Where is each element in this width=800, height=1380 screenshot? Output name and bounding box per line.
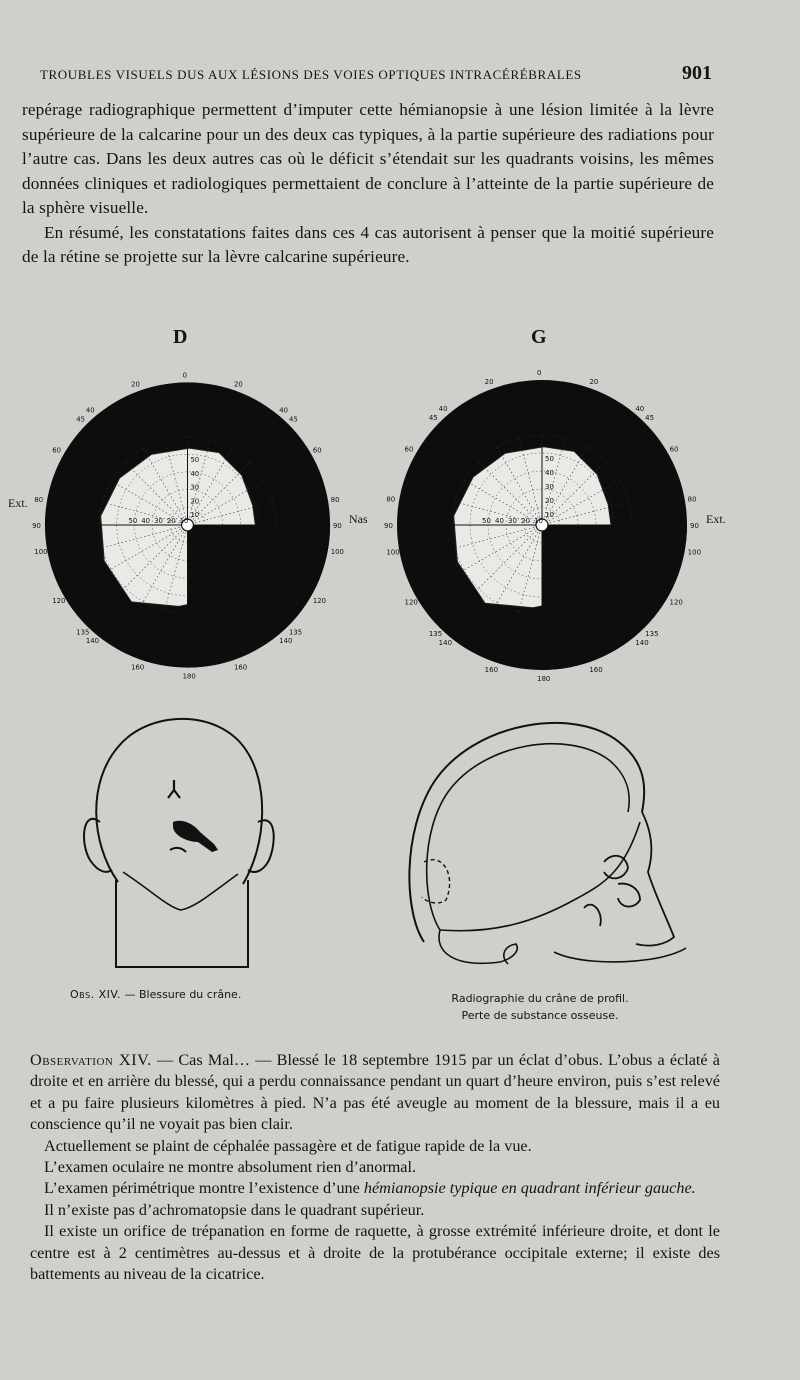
observation-section xyxy=(30,1050,720,1285)
field-g-inner-tick: 40 xyxy=(495,517,504,525)
field-d-degree-label: 100 xyxy=(34,548,48,557)
left-chart-ext-label: Ext. xyxy=(8,496,28,510)
observation-paragraph-4-start: L’examen périmétrique montre l’existence d’une xyxy=(44,1179,360,1198)
field-d-degree-label: 45 xyxy=(288,415,298,424)
field-g-degree-label: 100 xyxy=(687,548,702,557)
field-d-degree-label: 60 xyxy=(52,446,62,455)
field-d-degree-label: 160 xyxy=(234,663,248,672)
field-g-degree-label: 160 xyxy=(484,665,499,674)
field-g-scotoma-quadrant xyxy=(542,525,687,670)
left-eye-label: G xyxy=(531,326,547,348)
field-g-inner-tick: 50 xyxy=(545,455,554,463)
field-d-degree-label: 90 xyxy=(333,521,342,530)
observation-paragraph-4-italic: hémianopsie typique en quadrant inférieur gauche. xyxy=(363,1179,696,1198)
observation-paragraph-3: L’examen oculaire ne montre absolument rien d’anormal. xyxy=(44,1158,417,1177)
skull-profile-radiograph xyxy=(404,712,694,974)
caption-right xyxy=(420,990,660,1024)
observation-paragraph-4 xyxy=(30,1178,720,1199)
field-g-degree-label: 120 xyxy=(669,598,683,607)
field-g-degree-label: 180 xyxy=(537,675,551,683)
skull-inner xyxy=(427,744,630,930)
running-head: TROUBLES VISUELS DUS AUX LÉSIONS DES VOIES OPTIQUES INTRACÉRÉBRALES xyxy=(40,67,582,82)
field-g-inner-tick: 20 xyxy=(521,517,530,525)
field-d-inner-tick: 10 xyxy=(179,517,189,526)
wound-mark-top xyxy=(168,780,180,798)
field-g-degree-label: 90 xyxy=(384,522,393,530)
orbit-and-face xyxy=(584,812,674,946)
wound-scar xyxy=(170,848,186,852)
observation-title: Observation XIV. xyxy=(30,1051,152,1069)
field-d-inner-tick: 30 xyxy=(154,517,163,526)
intro-paragraph-2: En résumé, les constatations faites dans ces 4 cas autorisent à penser que la moitié supérieure de la rétine se projette sur la lèvre calcarine supérieure. xyxy=(22,222,714,266)
field-g-inner-tick: 30 xyxy=(508,517,517,525)
left-chart-nas-label: Nas xyxy=(349,512,368,526)
hairline xyxy=(123,872,238,910)
field-d-degree-label: 140 xyxy=(85,637,100,646)
caption-right-line1: Radiographie du crâne de profil. xyxy=(451,992,629,1005)
field-g-inner-tick: 40 xyxy=(545,469,554,477)
field-d-degree-label: 135 xyxy=(288,628,303,637)
observation-paragraph-6: Il existe un orifice de trépanation en forme de raquette, à grosse extrémité inférieure droite, et dont le centre est à 2 centimètres au-dessus et à droite de la protubérance occipitale externe; il existe des battements au niveau de la cicatrice. xyxy=(30,1222,720,1284)
field-d-degree-label: 40 xyxy=(85,406,95,415)
field-g-degree-label: 90 xyxy=(690,522,699,530)
field-d-inner-tick: 40 xyxy=(141,517,151,526)
intro-text xyxy=(22,98,714,270)
field-d-degree-label: 20 xyxy=(234,380,243,389)
field-g-degree-label: 120 xyxy=(404,598,418,607)
field-d-degree-label: 120 xyxy=(312,597,327,606)
field-d-degree-label: 135 xyxy=(76,628,90,637)
field-g-degree-label: 20 xyxy=(589,378,599,387)
caption-left-prefix: Obs. XIV. xyxy=(70,988,121,1001)
caption-left-text: — Blessure du crâne. xyxy=(124,988,242,1001)
field-g-degree-label: 40 xyxy=(438,404,448,413)
field-g-degree-label: 20 xyxy=(484,378,494,387)
field-d-degree-label: 80 xyxy=(34,495,44,504)
field-g-degree-label: 60 xyxy=(669,445,679,454)
field-g-degree-label: 160 xyxy=(589,665,603,674)
observation-paragraph-2: Actuellement se plaint de céphalée passagère et de fatigue rapide de la vue. xyxy=(44,1136,532,1155)
field-d-inner-tick: 50 xyxy=(190,456,200,465)
field-g-degree-label: 40 xyxy=(635,404,645,413)
visual-field-right-eye xyxy=(32,370,344,681)
visual-field-left-eye xyxy=(384,369,702,683)
right-chart-ext-label: Ext. xyxy=(706,512,726,526)
field-d-degree-label: 100 xyxy=(330,548,344,557)
field-d-inner-tick: 20 xyxy=(166,517,176,526)
caption-right-line2: Perte de substance osseuse. xyxy=(461,1009,619,1022)
field-d-degree-label: 140 xyxy=(279,637,293,646)
observation-paragraph-1-text: — Cas Mal… — Blessé le 18 septembre 1915 par un éclat d’obus. L’obus a éclaté à droite et en arrière du blessé, qui a perdu connaissance pendant un quart d’heure environ, puis s’est relevé et a pu faire plusieurs kilomètres à pied. N’a pas été aveugle au moment de la blessure, mais il a eu conscience qu’il ne voyait pas bien clair. xyxy=(30,1051,720,1134)
field-d-degree-label: 45 xyxy=(76,415,85,424)
field-d-degree-label: 120 xyxy=(52,597,66,606)
field-d-inner-tick: 40 xyxy=(190,469,200,478)
field-d-degree-label: 90 xyxy=(32,521,41,530)
mandible-and-ear xyxy=(439,930,686,964)
field-d-inner-tick: 50 xyxy=(128,517,138,526)
page-header xyxy=(40,62,712,85)
field-g-degree-label: 140 xyxy=(438,639,453,648)
field-g-inner-tick: 10 xyxy=(545,511,554,519)
field-d-degree-label: 0 xyxy=(182,371,187,380)
field-d-degree-label: 20 xyxy=(131,380,140,389)
field-d-inner-tick: 30 xyxy=(190,483,200,492)
field-g-degree-label: 0 xyxy=(537,369,542,377)
neck xyxy=(116,880,248,967)
field-d-degree-label: 60 xyxy=(312,446,322,455)
intro-paragraph-1: repérage radiographique permettent d’imputer cette hémianopsie à une lésion limitée à la lèvre supérieure de la calcarine pour un des deux cas typiques, à la partie supérieure des radiations pour l’autre cas. Dans les deux autres cas où le déficit s’étendait sur les quadrants voisins, les mêmes données cliniques et radiologiques permettaient de conclure à l’atteinte de la partie supérieure de la sphère visuelle. xyxy=(22,100,714,217)
skull-wound-drawing xyxy=(78,712,278,974)
field-g-inner-tick: 20 xyxy=(545,497,554,505)
field-d-inner-tick: 10 xyxy=(190,511,200,520)
right-eye-label: D xyxy=(173,326,188,348)
caption-left xyxy=(70,986,310,1003)
field-g-degree-label: 45 xyxy=(428,413,438,422)
skull-base xyxy=(440,822,640,931)
skull-outer xyxy=(409,723,644,942)
field-g-degree-label: 80 xyxy=(687,495,697,504)
field-g-degree-label: 80 xyxy=(386,495,396,504)
field-g-degree-label: 100 xyxy=(386,548,400,557)
observation-paragraph-5: Il n’existe pas d’achromatopsie dans le quadrant supérieur. xyxy=(44,1200,425,1219)
field-d-inner-tick: 20 xyxy=(190,497,200,506)
field-d-degree-label: 40 xyxy=(279,406,289,415)
field-g-inner-tick: 30 xyxy=(545,483,554,491)
observation-paragraph-1 xyxy=(30,1050,720,1136)
field-g-degree-label: 45 xyxy=(645,413,655,422)
field-d-degree-label: 180 xyxy=(182,672,196,681)
field-d-scotoma-quadrant xyxy=(188,525,331,668)
field-g-degree-label: 60 xyxy=(404,445,414,454)
field-d-degree-label: 160 xyxy=(131,663,145,672)
field-g-degree-label: 135 xyxy=(428,630,443,639)
field-g-degree-label: 135 xyxy=(645,630,659,639)
field-g-inner-tick: 50 xyxy=(482,517,491,525)
field-g-degree-label: 140 xyxy=(635,639,649,648)
page-number: 901 xyxy=(682,62,712,84)
field-g-inner-tick: 10 xyxy=(534,517,543,525)
head-outline xyxy=(96,719,262,884)
field-d-degree-label: 80 xyxy=(330,495,340,504)
